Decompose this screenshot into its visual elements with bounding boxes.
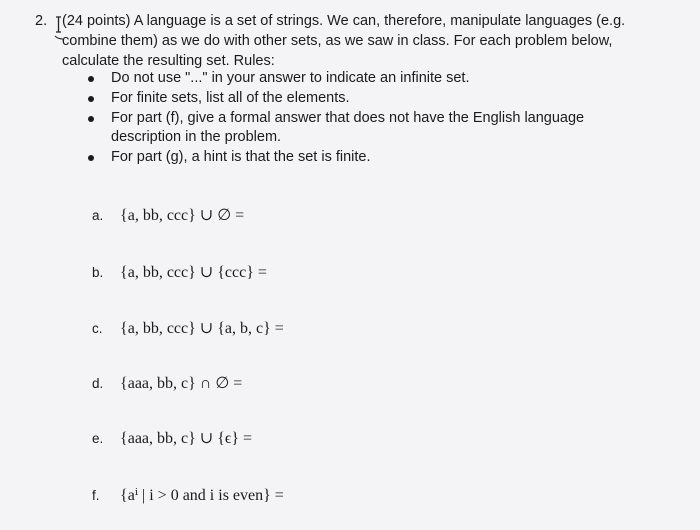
bullet-icon (88, 96, 94, 102)
rules-list (88, 69, 584, 168)
part-d (92, 373, 242, 393)
part-expression: {aaa, bb, c} ∩ ∅ = (120, 375, 243, 392)
bullet-icon (88, 155, 94, 161)
rule-item (88, 69, 584, 89)
part-expression: {a, bb, ccc} ∪ {a, b, c} = (120, 320, 284, 337)
bullet-icon (88, 76, 94, 82)
question-text (62, 11, 675, 71)
question-number: 2. (35, 13, 48, 29)
rule-item (88, 109, 584, 129)
text-cursor-icon (53, 14, 67, 42)
rule-item (88, 89, 584, 109)
part-expression: {a, bb, ccc} ∪ ∅ = (120, 207, 245, 224)
part-c (92, 318, 284, 338)
rule-text: description in the problem. (111, 129, 282, 146)
part-label: a. (92, 208, 104, 223)
part-label: e. (92, 431, 104, 446)
question-line: combine them) as we do with other sets, as we saw in class. For each problem below, (62, 33, 613, 49)
part-b (92, 262, 267, 282)
part-expression: {aⁱ | i > 0 and i is even} = (120, 487, 284, 504)
part-label: d. (92, 376, 104, 391)
part-f (92, 485, 284, 505)
part-label: b. (92, 265, 104, 280)
part-a (92, 205, 244, 225)
rule-item-continuation (88, 128, 584, 148)
part-label: f. (92, 488, 100, 503)
rule-text: Do not use "..." in your answer to indicate an infinite set. (111, 70, 470, 86)
rule-text: For part (f), give a formal answer that does not have the English language (111, 109, 585, 126)
bullet-icon (88, 116, 94, 122)
rule-text: For finite sets, list all of the elements. (111, 89, 350, 106)
question-header (35, 11, 675, 71)
part-expression: {a, bb, ccc} ∪ {ccc} = (120, 264, 267, 281)
part-expression: {aaa, bb, c} ∪ {ϵ} = (120, 430, 253, 447)
rule-item (88, 148, 584, 168)
question-line: calculate the resulting set. Rules: (62, 53, 275, 69)
rule-text: For part (g), a hint is that the set is finite. (111, 149, 371, 166)
part-label: c. (92, 321, 103, 336)
question-line: (24 points) A language is a set of strings. We can, therefore, manipulate languages (e.g. (62, 13, 626, 29)
part-e (92, 428, 252, 448)
